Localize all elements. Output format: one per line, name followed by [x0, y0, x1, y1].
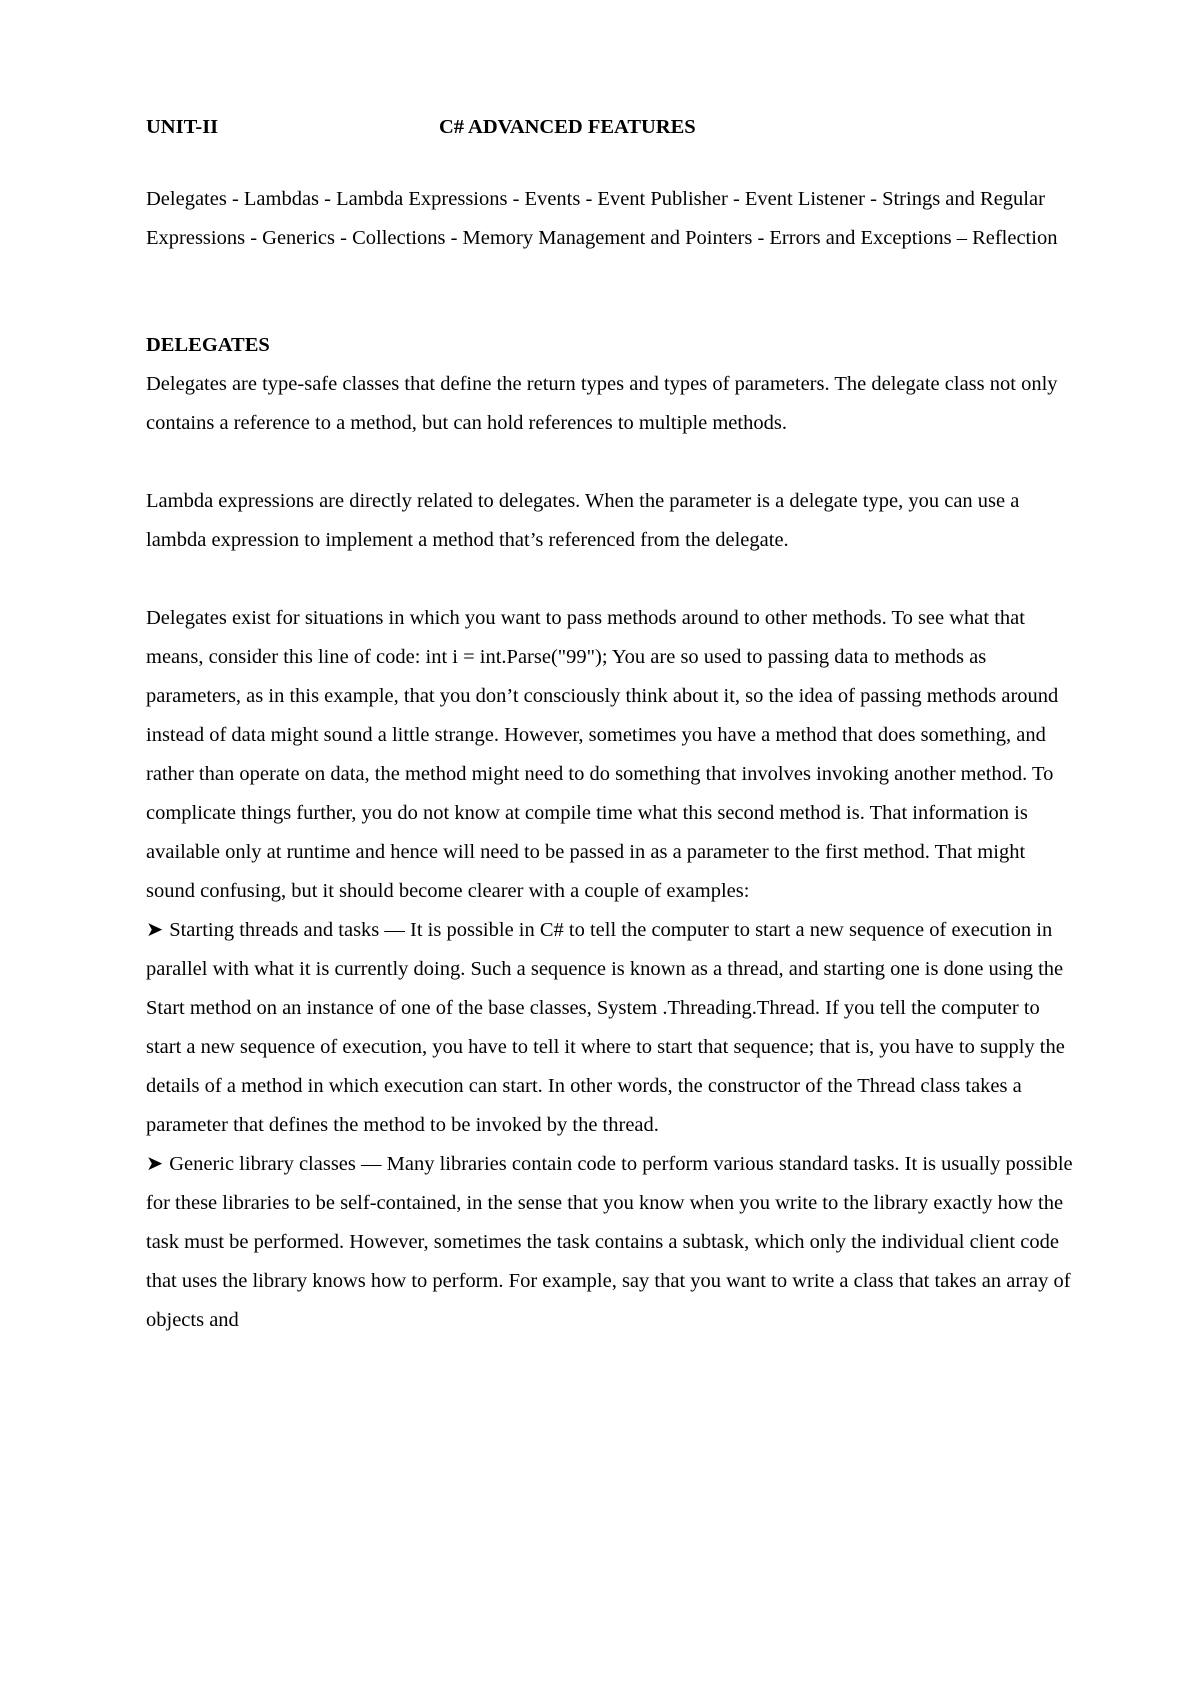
unit-title: C# ADVANCED FEATURES [439, 116, 696, 138]
page-header [146, 108, 1076, 146]
arrow-bullet-icon: ➤ [146, 1153, 164, 1175]
paragraph-delegates-definition: Delegates are type-safe classes that define the return types and types of parameters. The delegate class not only contains a reference to a method, but can hold references to multiple methods. [146, 373, 1058, 434]
bullet-item-threads [146, 911, 1076, 1145]
topics-list: Delegates - Lambdas - Lambda Expressions - Events - Event Publisher - Event Listener - Strings and Regular Expressions - Generics - Collections - Memory Management and Pointers - Errors and Exceptions – Reflection [146, 188, 1058, 249]
bullet-text-threads: Starting threads and tasks — It is possible in C# to tell the computer to start a new sequence of execution in parallel with what it is currently doing. Such a sequence is known as a thread, and starting one is done using the Start method on an instance of one of the base classes, System .Threading.Thread. If you tell the computer to start a new sequence of execution, you have to tell it where to start that sequence; that is, you have to supply the details of a method in which execution can start. In other words, the constructor of the Thread class takes a parameter that defines the method to be invoked by the thread. [146, 919, 1065, 1136]
bullet-text-generic-library: Generic library classes — Many libraries contain code to perform various standard tasks. It is usually possible for these libraries to be self-contained, in the sense that you know when you write to the library exactly how the task must be performed. However, sometimes the task contains a subtask, which only the individual client code that uses the library knows how to perform. For example, say that you want to write a class that takes an array of objects and [146, 1153, 1073, 1331]
paragraph-lambda-relation: Lambda expressions are directly related to delegates. When the parameter is a delegate type, you can use a lambda expression to implement a method that’s referenced from the delegate. [146, 490, 1020, 551]
bullet-item-generic-library [146, 1145, 1076, 1340]
unit-label: UNIT-II [146, 116, 219, 138]
page-content [146, 108, 1076, 1340]
section-heading-delegates: DELEGATES [146, 334, 270, 356]
arrow-bullet-icon: ➤ [146, 919, 164, 941]
paragraph-delegates-purpose: Delegates exist for situations in which you want to pass methods around to other methods. To see what that means, consider this line of code: int i = int.Parse("99"); You are so used to passing data to methods as parameters, as in this example, that you don’t consciously think about it, so the idea of passing methods around instead of data might sound a little strange. However, sometimes you have a method that does something, and rather than operate on data, the method might need to do something that involves invoking another method. To complicate things further, you do not know at compile time what this second method is. That information is available only at runtime and hence will need to be passed in as a parameter to the first method. That might sound confusing, but it should become clearer with a couple of examples: [146, 607, 1059, 902]
